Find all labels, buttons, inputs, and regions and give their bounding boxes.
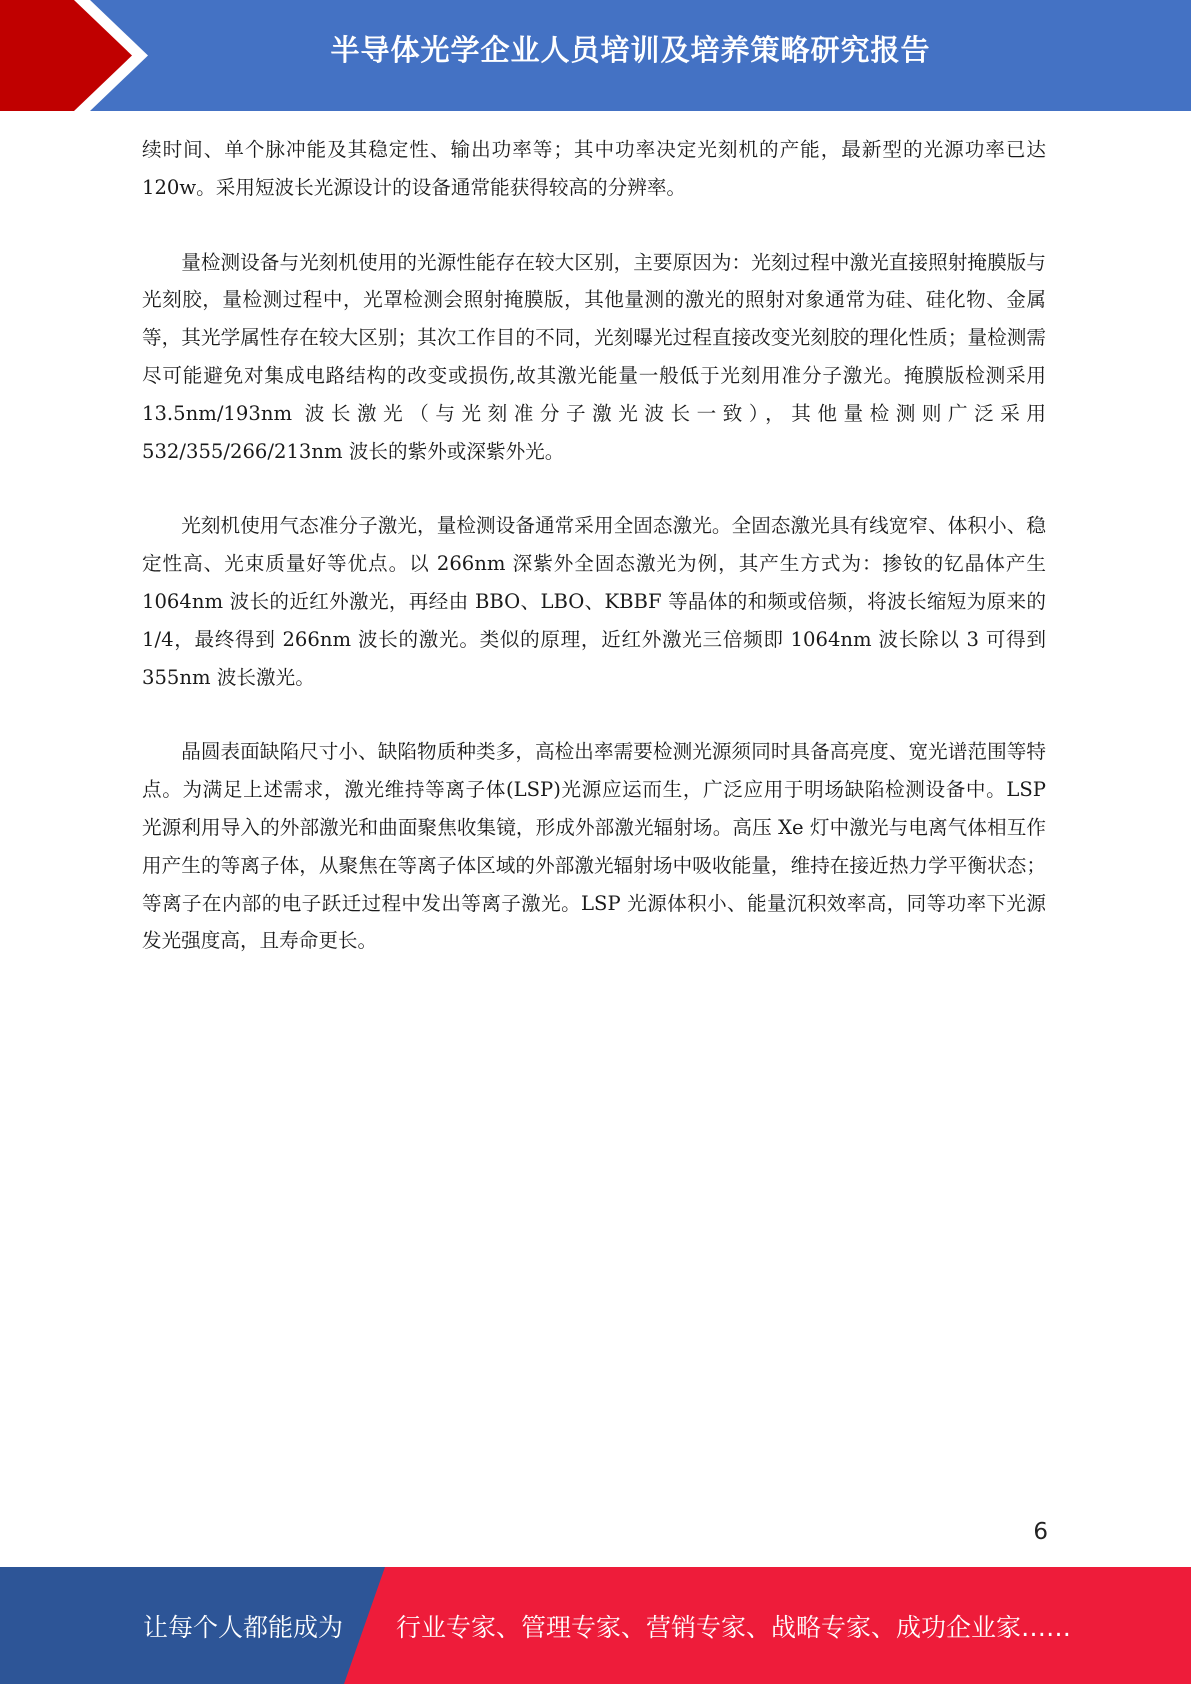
paragraph-1: 续时间、单个脉冲能及其稳定性、输出功率等；其中功率决定光刻机的产能，最新型的光源功率已达 120w。采用短波长光源设计的设备通常能获得较高的分辨率。 [142, 138, 1046, 199]
paragraph-2: 量检测设备与光刻机使用的光源性能存在较大区别，主要原因为：光刻过程中激光直接照射掩膜版与光刻胶，量检测过程中，光罩检测会照射掩膜版，其他量测的激光的照射对象通常为硅、硅化物、金属等，其光学属性存在较大区别；其次工作目的不同，光刻曝光过程直接改变光刻胶的理化性质；量检测需尽可能避免对集成电路结构的改变或损伤,故其激光能量一般低于光刻用准分子激光。掩膜版检测采用 13.5nm/193nm 波长激光（与光刻准分子激光波长一致），其他量检测则广泛采用 532/355/266/213nm 波长的紫外或深紫外光。 [142, 250, 1046, 463]
footer-slogan-right: 行业专家、管理专家、营销专家、战略专家、成功企业家…… [396, 1613, 1072, 1642]
paragraph-3: 光刻机使用气态准分子激光，量检测设备通常采用全固态激光。全固态激光具有线宽窄、体积小、稳定性高、光束质量好等优点。以 266nm 深紫外全固态激光为例，其产生方式为：掺钕的钇晶体产生 1064nm 波长的近红外激光，再经由 BBO、LBO、KBBF 等晶体的和频或倍频，将波长缩短为原来的 1/4，最终得到 266nm 波长的激光。类似的原理，近红外激光三倍频即 1064nm 波长除以 3 可得到 355nm 波长激光。 [142, 514, 1046, 689]
paragraph-4: 晶圆表面缺陷尺寸小、缺陷物质种类多，高检出率需要检测光源须同时具备高亮度、宽光谱范围等特点。为满足上述需求，激光维持等离子体(LSP)光源应运而生，广泛应用于明场缺陷检测设备中。LSP 光源利用导入的外部激光和曲面聚焦收集镜，形成外部激光辐射场。高压 Xe 灯中激光与电离气体相互作用产生的等离子体，从聚焦在等离子体区域的外部激光辐射场中吸收能量，维持在接近热力学平衡状态；等离子在内部的电子跃迁过程中发出等离子激光。LSP 光源体积小、能量沉积效率高，同等功率下光源发光强度高，且寿命更长。 [142, 740, 1046, 953]
page-number: 6 [1033, 1519, 1048, 1545]
footer-slogan-left: 让每个人都能成为 [143, 1613, 344, 1642]
report-title: 半导体光学企业人员培训及培养策略研究报告 [330, 33, 931, 67]
document-body [142, 131, 1046, 997]
footer-banner [0, 1567, 1191, 1684]
header-banner [0, 0, 1191, 111]
